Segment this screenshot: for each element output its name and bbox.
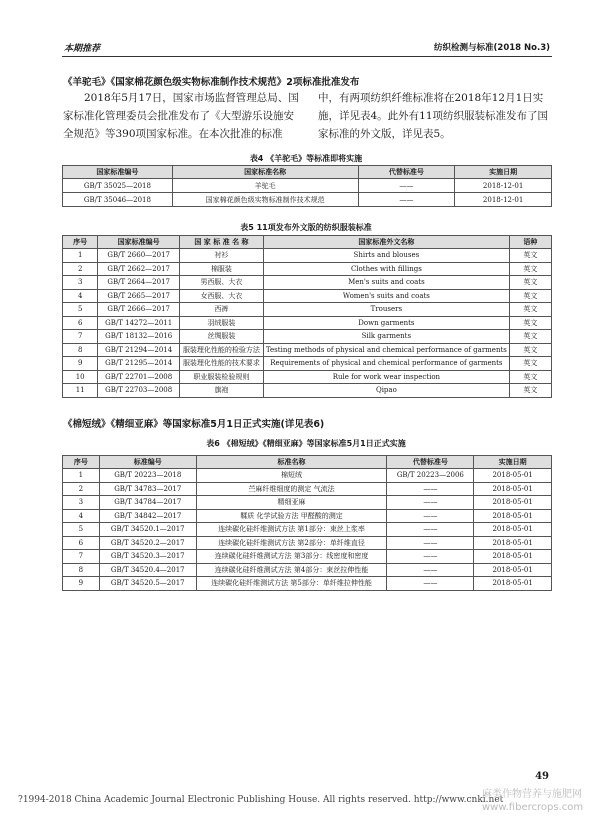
watermark bbox=[482, 788, 583, 814]
table4-caption: 表4 《羊驼毛》等标准即将实施 bbox=[249, 154, 363, 163]
table-cell: Requirements of physical and chemical performance of garments bbox=[263, 357, 509, 371]
table-cell: 英文 bbox=[509, 303, 551, 317]
body-line: 家标准的外文版，详见表5。 bbox=[318, 128, 451, 140]
table-cell: —— bbox=[358, 193, 455, 207]
table-cell: 棉短绒 bbox=[196, 469, 387, 483]
copyright-footer: ?1994-2018 China Academic Journal Electronic Publishing House. All rights reserved. http://www.cnki.net bbox=[18, 795, 504, 805]
body-column-left bbox=[63, 89, 303, 143]
table-row bbox=[63, 550, 552, 564]
table-row bbox=[63, 384, 552, 398]
table-cell: 英文 bbox=[509, 357, 551, 371]
table-cell: GB/T 2662—2017 bbox=[98, 262, 180, 276]
table-cell: GB/T 18132—2016 bbox=[98, 330, 180, 344]
table-cell: GB/T 14272—2011 bbox=[98, 316, 180, 330]
table-row bbox=[63, 357, 552, 371]
table-cell: 服装理化性能的技术要求 bbox=[179, 357, 263, 371]
table5 bbox=[62, 235, 552, 398]
table4-header-row bbox=[63, 166, 552, 179]
table-cell: 6 bbox=[63, 316, 98, 330]
table-cell: —— bbox=[387, 523, 474, 537]
table-cell: 2018-12-01 bbox=[455, 193, 552, 207]
table-cell: 服装理化性能的检验方法 bbox=[179, 343, 263, 357]
table-cell: 英文 bbox=[509, 289, 551, 303]
table-cell: —— bbox=[387, 577, 474, 591]
table-row bbox=[63, 536, 552, 550]
table-row bbox=[63, 179, 552, 193]
table-cell: GB/T 2665—2017 bbox=[98, 289, 180, 303]
table-row bbox=[63, 330, 552, 344]
table-cell: 2018-05-01 bbox=[474, 496, 552, 510]
table-cell: —— bbox=[387, 509, 474, 523]
table-cell: GB/T 22703—2008 bbox=[98, 384, 180, 398]
section-heading-cotton-linter: 《棉短绒》《精细亚麻》等国家标准5月1日正式实施(详见表6) bbox=[63, 419, 325, 430]
table-cell: GB/T 34520.2—2017 bbox=[99, 536, 196, 550]
table-cell: GB/T 34520.4—2017 bbox=[99, 563, 196, 577]
table-cell: 8 bbox=[63, 563, 100, 577]
table-cell: 苎麻纤维细度的测定 气流法 bbox=[196, 482, 387, 496]
table-cell: Women's suits and coats bbox=[263, 289, 509, 303]
table6 bbox=[62, 455, 552, 591]
table5-caption: 表5 11项发布外文版的纺织服装标准 bbox=[240, 223, 372, 232]
table-cell: —— bbox=[387, 536, 474, 550]
table-cell: 5 bbox=[63, 303, 98, 317]
table-cell: 连续碳化硅纤维测试方法 第4部分：束丝拉伸性能 bbox=[196, 563, 387, 577]
table-cell: GB/T 20223—2018 bbox=[99, 469, 196, 483]
table-cell: GB/T 22701—2008 bbox=[98, 370, 180, 384]
table4 bbox=[62, 165, 552, 207]
table-cell: 2018-12-01 bbox=[455, 179, 552, 193]
table-cell: 羽绒服装 bbox=[179, 316, 263, 330]
body-column-right bbox=[318, 89, 550, 143]
table-cell: 10 bbox=[63, 370, 98, 384]
table5-header-row bbox=[63, 236, 552, 249]
table-cell: 2018-05-01 bbox=[474, 482, 552, 496]
body-line: 家标准化管理委员会批准发布了《大型游乐设施安 bbox=[63, 110, 294, 122]
table-cell: Silk garments bbox=[263, 330, 509, 344]
table4-header-cell: 代替标准号 bbox=[358, 166, 455, 179]
table6-header-cell: 标准编号 bbox=[99, 456, 196, 469]
table-cell: 2018-05-01 bbox=[474, 536, 552, 550]
table-cell: GB/T 2664—2017 bbox=[98, 276, 180, 290]
table-cell: 英文 bbox=[509, 330, 551, 344]
table-cell: —— bbox=[387, 496, 474, 510]
table-cell: GB/T 35046—2018 bbox=[63, 193, 173, 207]
table-cell: Rule for work wear inspection bbox=[263, 370, 509, 384]
table-cell: 连续碳化硅纤维测试方法 第3部分：线密度和密度 bbox=[196, 550, 387, 564]
table-cell: Clothes with fillings bbox=[263, 262, 509, 276]
table-cell: 连续碳化硅纤维测试方法 第5部分：单纤维拉伸性能 bbox=[196, 577, 387, 591]
table-cell: GB/T 35025—2018 bbox=[63, 179, 173, 193]
table-cell: Testing methods of physical and chemical performance of garments bbox=[263, 343, 509, 357]
table-cell: 棉服装 bbox=[179, 262, 263, 276]
table-cell: —— bbox=[387, 550, 474, 564]
table-cell: 女西服、大衣 bbox=[179, 289, 263, 303]
table-row bbox=[63, 523, 552, 537]
table-row bbox=[63, 262, 552, 276]
table-cell: 英文 bbox=[509, 262, 551, 276]
table5-header-cell: 语种 bbox=[509, 236, 551, 249]
table-cell: 8 bbox=[63, 343, 98, 357]
table-cell: 英文 bbox=[509, 370, 551, 384]
table-cell: 丝绸服装 bbox=[179, 330, 263, 344]
table-cell: 2018-05-01 bbox=[474, 523, 552, 537]
table-cell: 9 bbox=[63, 577, 100, 591]
table6-header-cell: 序号 bbox=[63, 456, 100, 469]
table-cell: 9 bbox=[63, 357, 98, 371]
body-line: 中，有两项纺织纤维标准将在2018年12月1日实 bbox=[318, 92, 544, 104]
table-cell: 英文 bbox=[509, 384, 551, 398]
table-cell: 鞣质 化学试验方法 甲醛酸的测定 bbox=[196, 509, 387, 523]
table-cell: 连续碳化硅纤维测试方法 第2部分：单纤维直径 bbox=[196, 536, 387, 550]
table-cell: GB/T 2666—2017 bbox=[98, 303, 180, 317]
table4-header-cell: 国家标准名称 bbox=[172, 166, 358, 179]
watermark-line: www.fibercrops.com bbox=[482, 802, 584, 813]
body-line: 2018年5月17日，国家市场监督管理总局、国 bbox=[84, 92, 299, 104]
table-cell: GB/T 34520.1—2017 bbox=[99, 523, 196, 537]
table-row bbox=[63, 509, 552, 523]
table-cell: 4 bbox=[63, 289, 98, 303]
table-cell: 西裤 bbox=[179, 303, 263, 317]
table-cell: 4 bbox=[63, 509, 100, 523]
table-cell: GB/T 34520.5—2017 bbox=[99, 577, 196, 591]
table5-header-cell: 国 家 标 准 名 称 bbox=[179, 236, 263, 249]
table-cell: 2018-05-01 bbox=[474, 577, 552, 591]
table-cell: 2 bbox=[63, 482, 100, 496]
table-cell: 连续碳化硅纤维测试方法 第1部分：束丝上浆率 bbox=[196, 523, 387, 537]
table-cell: GB/T 21295—2014 bbox=[98, 357, 180, 371]
table-row bbox=[63, 469, 552, 483]
table-cell: GB/T 34842—2017 bbox=[99, 509, 196, 523]
table-cell: 3 bbox=[63, 496, 100, 510]
table-row bbox=[63, 577, 552, 591]
table-cell: Down garments bbox=[263, 316, 509, 330]
table-cell: 6 bbox=[63, 536, 100, 550]
table-row bbox=[63, 370, 552, 384]
table-cell: —— bbox=[387, 482, 474, 496]
table-cell: 羊驼毛 bbox=[172, 179, 358, 193]
table-cell: GB/T 2660—2017 bbox=[98, 249, 180, 263]
table-cell: GB/T 21294—2014 bbox=[98, 343, 180, 357]
table-cell: 2 bbox=[63, 262, 98, 276]
page-number: 49 bbox=[535, 771, 549, 782]
table-cell: 英文 bbox=[509, 343, 551, 357]
table-cell: 英文 bbox=[509, 249, 551, 263]
table-cell: 3 bbox=[63, 276, 98, 290]
table6-caption: 表6 《棉短绒》《精细亚麻》等国家标准5月1日正式实施 bbox=[206, 439, 406, 448]
table-cell: —— bbox=[387, 563, 474, 577]
table-cell: 国家棉花颜色级实物标准制作技术规范 bbox=[172, 193, 358, 207]
table-cell: 2018-05-01 bbox=[474, 563, 552, 577]
table-cell: 1 bbox=[63, 469, 100, 483]
table6-header-cell: 代替标准号 bbox=[387, 456, 474, 469]
table-cell: 2018-05-01 bbox=[474, 550, 552, 564]
table-cell: 职业服装检验规则 bbox=[179, 370, 263, 384]
table-cell: 英文 bbox=[509, 316, 551, 330]
table-row bbox=[63, 343, 552, 357]
table-cell: 男西服、大衣 bbox=[179, 276, 263, 290]
table-cell: 精细亚麻 bbox=[196, 496, 387, 510]
table4-header-cell: 国家标准编号 bbox=[63, 166, 173, 179]
table-cell: 2018-05-01 bbox=[474, 469, 552, 483]
table-cell: Qipao bbox=[263, 384, 509, 398]
table4-header-cell: 实施日期 bbox=[455, 166, 552, 179]
table-cell: 7 bbox=[63, 550, 100, 564]
journal-issue-label: 纺织检测与标准(2018 No.3) bbox=[434, 43, 550, 53]
table-cell: 7 bbox=[63, 330, 98, 344]
watermark-line: 麻类作物营养与施肥网 bbox=[482, 789, 582, 800]
table-cell: 英文 bbox=[509, 276, 551, 290]
table-cell: GB/T 34784—2017 bbox=[99, 496, 196, 510]
table5-header-cell: 序号 bbox=[63, 236, 98, 249]
table6-header-cell: 标准名称 bbox=[196, 456, 387, 469]
section-heading-alpaca: 《羊驼毛》《国家棉花颜色级实物标准制作技术规范》2项标准批准发布 bbox=[63, 77, 360, 88]
table-cell: Trousers bbox=[263, 303, 509, 317]
header-divider bbox=[62, 56, 552, 57]
table-cell: 衬衫 bbox=[179, 249, 263, 263]
body-line: 全规范》等390项国家标准。在本次批准的标准 bbox=[63, 128, 283, 140]
table-row bbox=[63, 289, 552, 303]
table-cell: GB/T 34520.3—2017 bbox=[99, 550, 196, 564]
table6-header-cell: 实施日期 bbox=[474, 456, 552, 469]
table-cell: 5 bbox=[63, 523, 100, 537]
table-row bbox=[63, 249, 552, 263]
table-cell: Shirts and blouses bbox=[263, 249, 509, 263]
table-cell: GB/T 34783—2017 bbox=[99, 482, 196, 496]
table-cell: 2018-05-01 bbox=[474, 509, 552, 523]
journal-section-label: 本期推荐 bbox=[64, 44, 101, 54]
table-row bbox=[63, 482, 552, 496]
table5-header-cell: 国家标准编号 bbox=[98, 236, 180, 249]
table-cell: 11 bbox=[63, 384, 98, 398]
body-line: 施，详见表4。此外有11项纺织服装标准发布了国 bbox=[318, 110, 549, 122]
table-cell: 1 bbox=[63, 249, 98, 263]
table-row bbox=[63, 193, 552, 207]
table-row bbox=[63, 496, 552, 510]
table-cell: 旗袍 bbox=[179, 384, 263, 398]
table-row bbox=[63, 276, 552, 290]
table-row bbox=[63, 563, 552, 577]
table-cell: Men's suits and coats bbox=[263, 276, 509, 290]
table-row bbox=[63, 316, 552, 330]
table-row bbox=[63, 303, 552, 317]
table5-header-cell: 国家标准外文名称 bbox=[263, 236, 509, 249]
table6-header-row bbox=[63, 456, 552, 469]
table-cell: GB/T 20223—2006 bbox=[387, 469, 474, 483]
table-cell: —— bbox=[358, 179, 455, 193]
